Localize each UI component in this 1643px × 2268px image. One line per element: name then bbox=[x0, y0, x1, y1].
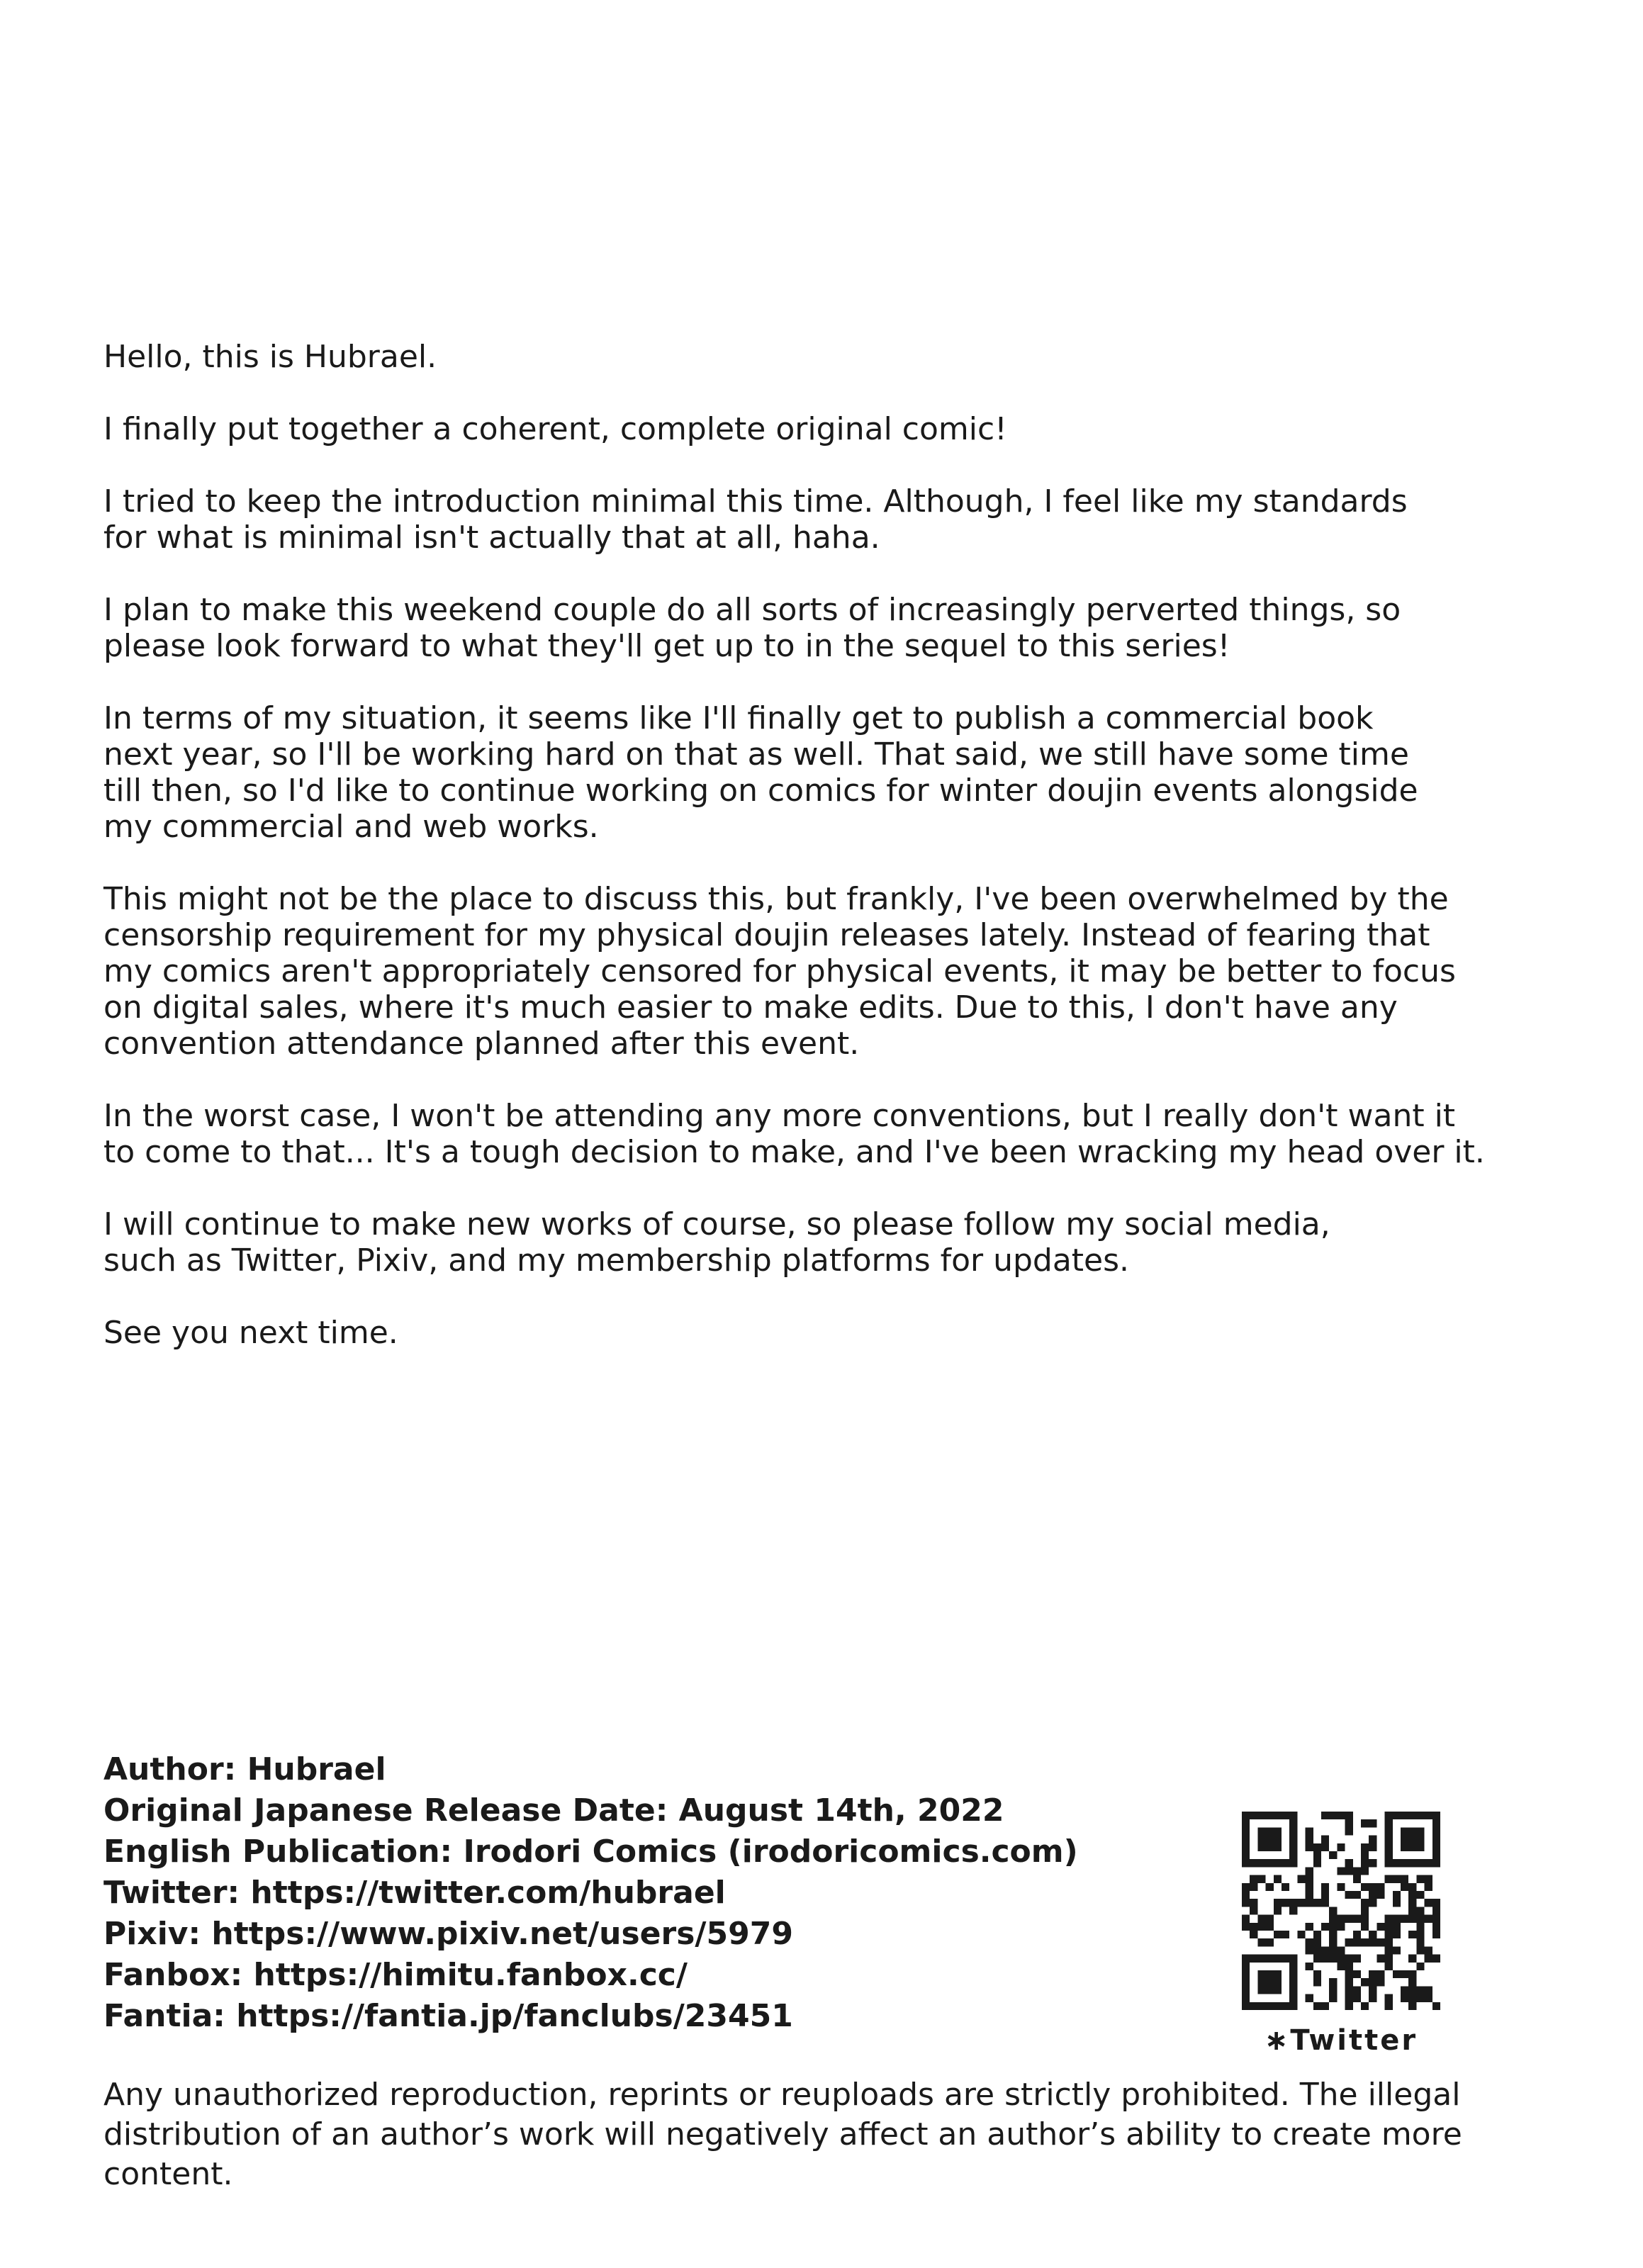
copyright-notice: Any unauthorized reproduction, reprints or reuploads are strictly prohibited. The illegal distribution of an author’s work will negatively affect an author’s ability to create more content. bbox=[103, 2077, 1462, 2192]
afterword-text bbox=[103, 339, 1549, 1387]
afterword-paragraph-5: In terms of my situation, it seems like I'll finally get to publish a commercial book next year, so I'll be working hard on that as well. That said, we still have some time till then, so I'd like to continue working on comics for winter doujin events alongside my commercial and web works. bbox=[103, 700, 1418, 845]
afterword-paragraph-1: Hello, this is Hubrael. bbox=[103, 339, 437, 375]
credit-author: Author: Hubrael bbox=[103, 1751, 386, 1787]
afterword-paragraph-8: I will continue to make new works of course, so please follow my social media, such as Twitter, Pixiv, and my membership platforms for updates. bbox=[103, 1206, 1330, 1279]
afterword-paragraph-4: I plan to make this weekend couple do all sorts of increasingly perverted things, so please look forward to what they'll get up to in the sequel to this series! bbox=[103, 592, 1401, 664]
afterword-paragraph-6: This might not be the place to discuss this, but frankly, I've been overwhelmed by the censorship requirement for my physical doujin releases lately. Instead of fearing that my comics aren't appropriately censored for physical events, it may be better to focus on digital sales, where it's much easier to make edits. Due to this, I don't have any convention attendance planned after this event. bbox=[103, 881, 1456, 1062]
credit-release-date: Original Japanese Release Date: August 14th, 2022 bbox=[103, 1792, 1004, 1829]
afterword-paragraph-3: I tried to keep the introduction minimal this time. Although, I feel like my standards for what is minimal isn't actually that at all, haha. bbox=[103, 483, 1408, 556]
credit-pixiv: Pixiv: https://www.pixiv.net/users/5979 bbox=[103, 1916, 793, 1952]
credit-english-publication: English Publication: Irodori Comics (irodoricomics.com) bbox=[103, 1834, 1078, 1870]
credit-fantia: Fantia: https://fantia.jp/fanclubs/23451 bbox=[103, 1998, 793, 2034]
qr-code-icon bbox=[1242, 1812, 1440, 2010]
credit-twitter: Twitter: https://twitter.com/hubrael bbox=[103, 1875, 726, 1911]
credit-fanbox: Fanbox: https://himitu.fanbox.cc/ bbox=[103, 1957, 688, 1993]
qr-caption: ∗Twitter bbox=[1264, 2024, 1418, 2057]
afterword-paragraph-7: In the worst case, I won't be attending any more conventions, but I really don't want it to come to that... It's a tough decision to make, and I've been wracking my head over it. bbox=[103, 1098, 1485, 1170]
afterword-paragraph-9: See you next time. bbox=[103, 1315, 398, 1351]
afterword-paragraph-2: I finally put together a coherent, complete original comic! bbox=[103, 411, 1007, 447]
credits-block bbox=[103, 1749, 1167, 2037]
qr-block bbox=[1242, 1812, 1454, 2057]
